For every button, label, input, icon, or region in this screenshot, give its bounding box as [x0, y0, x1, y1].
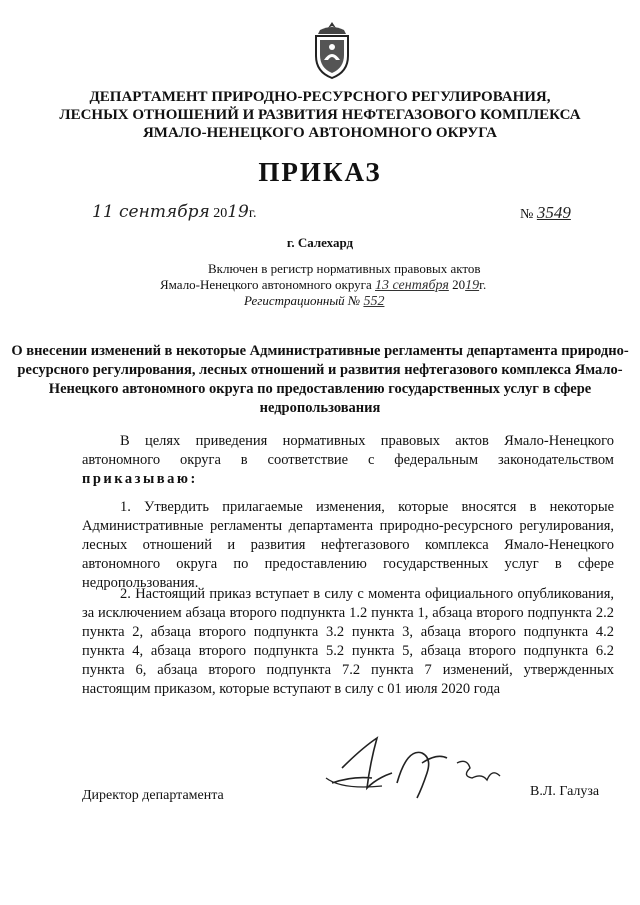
registry-year-handwritten: 19 — [465, 278, 480, 293]
handwritten-signature — [322, 728, 512, 803]
registry-year-prefix: 20 — [452, 277, 466, 292]
year-suffix: г. — [248, 206, 257, 221]
date-handwritten: 11 сентября — [92, 202, 210, 222]
department-name — [0, 88, 640, 142]
order-item-2: 2. Настоящий приказ вступает в силу с момента официального опубликования, за исключением абзаца второго подпункта 1.2 пункта 1, абзаца второго подпункта 2.2 пункта 2, абзаца второго подпункта 3.2 пункта 3, абзаца второго подпункта 4.2 пункта 4, абзаца второго подпункта 5.2 пункта 5, абзаца второго подпункта 6.2 пункта 6, абзаца второго подпункта 7.2 пункта 7 изменений, утвержденных настоящим приказом, которые вступают в силу с 01 июля 2020 года — [82, 586, 614, 697]
order-number — [520, 203, 571, 223]
order-item-1: 1. Утвердить прилагаемые изменения, которые вносятся в некоторые Административные регламенты департамента природно-ресурсного регулирования, лесных отношений и развития нефтегазового комплекса Ямало-Ненецкого автономного округа по предоставлению государственных услуг в сфере недропользования. — [82, 499, 614, 591]
order-date — [92, 202, 257, 222]
registry-line-3 — [244, 293, 384, 310]
registry-date-handwritten: 13 сентября — [375, 278, 449, 293]
department-line-3: ЯМАЛО-НЕНЕЦКОГО АВТОНОМНОГО ОКРУГА — [142, 125, 498, 141]
department-line-2: ЛЕСНЫХ ОТНОШЕНИЙ И РАЗВИТИЯ НЕФТЕГАЗОВОГО КОМПЛЕКСА — [59, 107, 581, 123]
number-label: № — [520, 207, 534, 222]
registry-line-2 — [160, 277, 486, 294]
registry-line-1: Включен в регистр нормативных правовых актов — [208, 261, 481, 276]
department-line-1: ДЕПАРТАМЕНТ ПРИРОДНО-РЕСУРСНОГО РЕГУЛИРОВАНИЯ, — [89, 89, 551, 105]
order-subject: О внесении изменений в некоторые Административные регламенты департамента природно-ресурсного регулирования, лесных отношений и развития нефтегазового комплекса Ямало-Ненецкого автономного округа по предоставлению государственных услуг в сфере недропользования — [11, 343, 629, 416]
coat-of-arms-icon — [310, 20, 354, 80]
number-handwritten: 3549 — [536, 203, 571, 222]
signatory-name: В.Л. Галуза — [530, 784, 600, 799]
registry-number-handwritten: 552 — [363, 294, 385, 309]
preamble-paragraph — [82, 432, 614, 489]
document-type-title: ПРИКАЗ — [258, 157, 382, 187]
signatory-position: Директор департамента — [82, 788, 224, 803]
order-word: приказываю: — [82, 471, 198, 487]
city: г. Салехард — [286, 235, 354, 250]
registry-line-2-prefix: Ямало-Ненецкого автономного округа — [160, 277, 372, 292]
registry-year-suffix: г. — [479, 277, 487, 292]
preamble-text: В целях приведения нормативных правовых актов Ямало-Ненецкого автономного округа в соответствие с федеральным законодательством — [82, 433, 614, 468]
year-handwritten: 19 — [227, 202, 249, 222]
year-prefix: 20 — [213, 206, 228, 221]
registry-number-label: Регистрационный № — [244, 293, 361, 308]
